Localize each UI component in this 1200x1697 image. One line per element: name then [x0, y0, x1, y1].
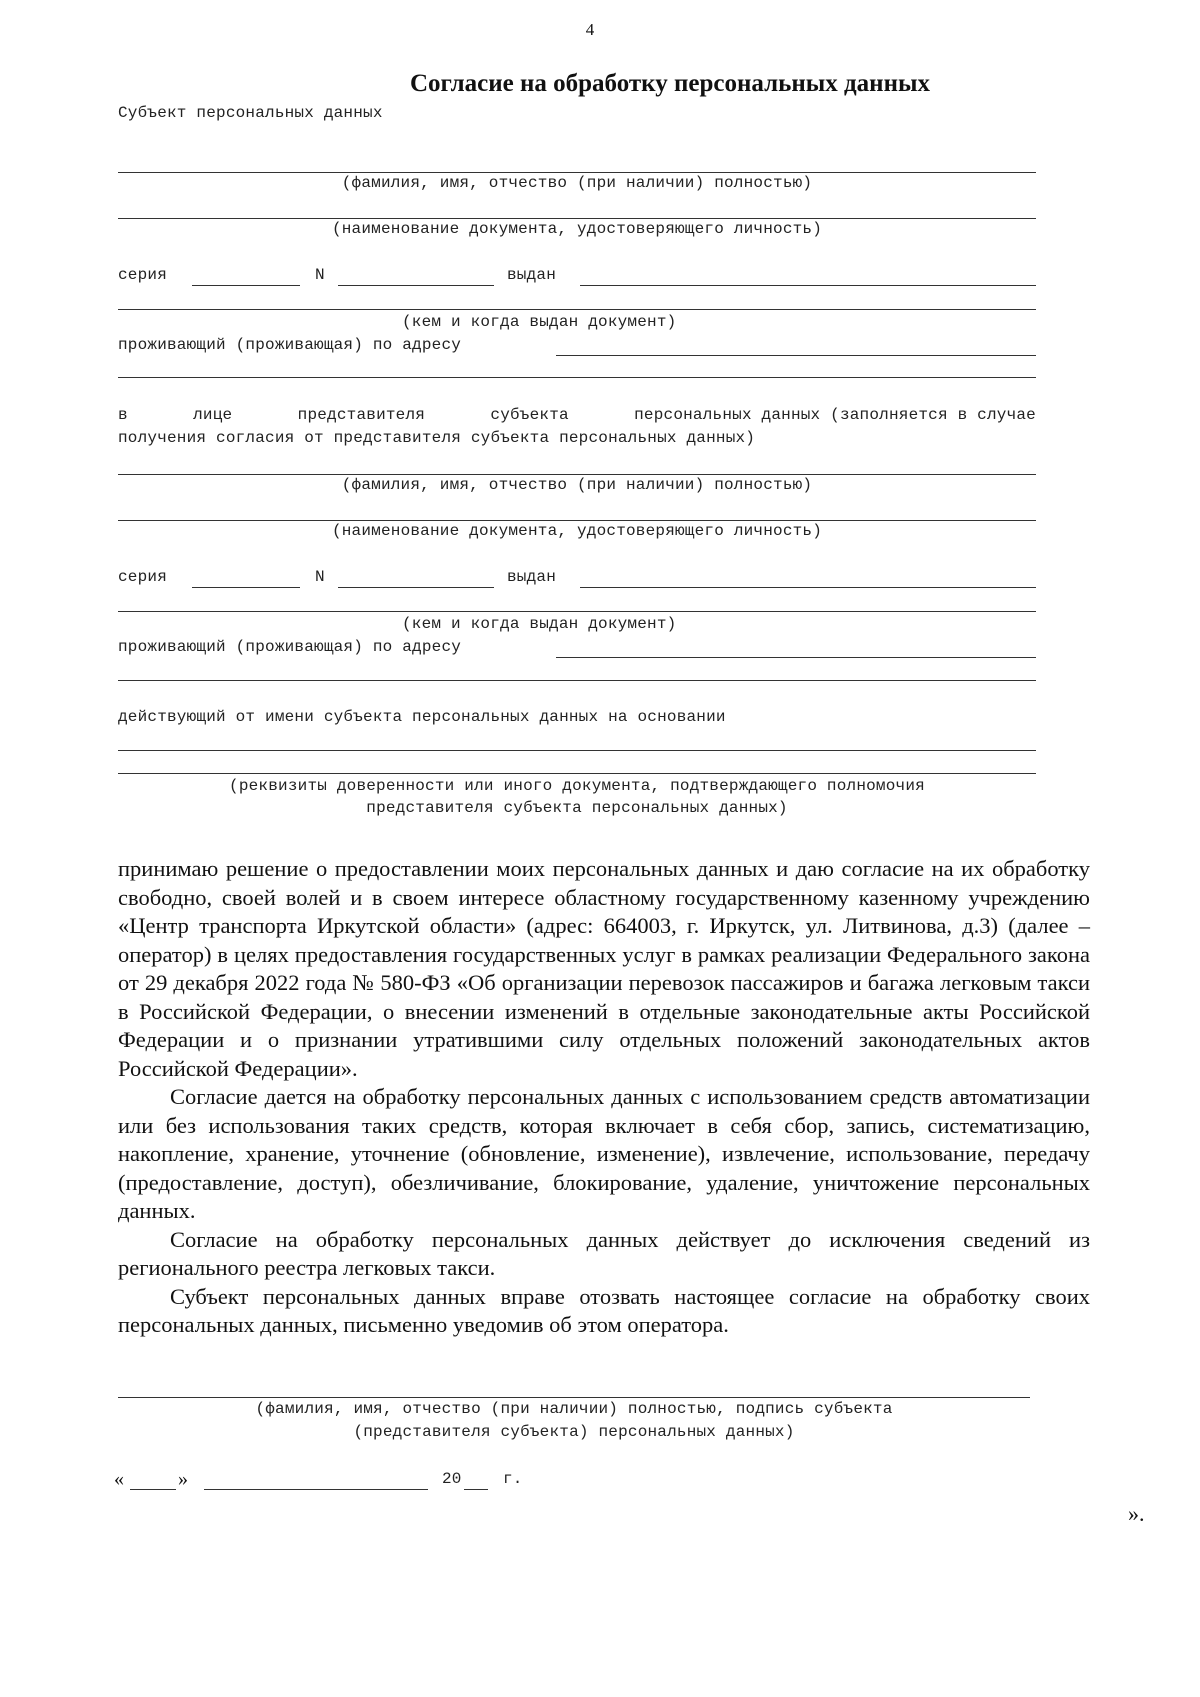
intro-word: представителя: [297, 406, 426, 424]
representative-basis-caption-2: представителя субъекта персональных данных): [366, 799, 788, 817]
representative-address-label: проживающий (проживающая) по адресу: [118, 638, 462, 656]
closing-mark: ».: [1128, 1501, 1145, 1526]
intro-word: в: [118, 406, 128, 424]
subject-series-label: серия: [118, 266, 168, 284]
subject-issued-label: выдан: [507, 266, 557, 284]
representative-intro-line1: [118, 406, 1036, 424]
representative-fio-line[interactable]: [118, 474, 1036, 475]
representative-number-label: N: [315, 568, 325, 586]
representative-basis-line-2[interactable]: [118, 773, 1036, 774]
subject-issued-field[interactable]: [580, 285, 1036, 286]
date-day-field[interactable]: [130, 1489, 176, 1490]
representative-issued-caption: (кем и когда выдан документ): [402, 615, 677, 633]
signature-caption-2: (представителя субъекта) персональных данных): [353, 1423, 795, 1441]
representative-fio-caption: (фамилия, имя, отчество (при наличии) полностью): [341, 476, 813, 494]
intro-word: лице: [193, 406, 233, 424]
representative-issued-line[interactable]: [118, 611, 1036, 612]
consent-text: [118, 855, 1090, 1340]
date-open-quote: «: [114, 1468, 124, 1490]
representative-number-field[interactable]: [338, 587, 494, 588]
subject-number-field[interactable]: [338, 285, 494, 286]
representative-basis-label: действующий от имени субъекта персональных данных на основании: [118, 708, 726, 726]
representative-doc-caption: (наименование документа, удостоверяющего личность): [331, 522, 823, 540]
consent-paragraph: принимаю решение о предоставлении моих персональных данных и даю согласие на их обработку свободно, своей волей и в своем интересе областному государственному казенному учреждению «Центр транспорта Иркутской области» (адрес: 664003, г. Иркутск, ул. Литвинова, д.3) (далее – оператор) в целях предоставления государственных услуг в рамках реализации Федерального закона от 29 декабря 2022 года № 580-ФЗ «Об организации перевозок пассажиров и багажа легковым такси в Российской Федерации, о внесении изменений в отдельные законодательные акты Российской Федерации и о признании утратившими силу отдельных положений законодательных актов Российской Федерации».: [118, 856, 1090, 1081]
subject-address-label: проживающий (проживающая) по адресу: [118, 336, 462, 354]
subject-address-line-2[interactable]: [118, 377, 1036, 378]
intro-word: субъекта: [490, 406, 569, 424]
date-year-prefix: 20: [442, 1470, 462, 1488]
representative-issued-label: выдан: [507, 568, 557, 586]
representative-basis-line-1[interactable]: [118, 750, 1036, 751]
representative-doc-line[interactable]: [118, 520, 1036, 521]
representative-series-label: серия: [118, 568, 168, 586]
consent-paragraph: Субъект персональных данных вправе отозвать настоящее согласие на обработку своих персональных данных, письменно уведомив об этом оператора.: [118, 1283, 1090, 1337]
subject-label: Субъект персональных данных: [118, 104, 383, 122]
date-month-field[interactable]: [204, 1489, 428, 1490]
consent-paragraph: Согласие дается на обработку персональных данных с использованием средств автоматизации или без использования таких средств, которая включает в себя сбор, запись, систематизацию, накопление, хранение, уточнение (обновление, изменение), извлечение, использование, передачу (предоставление, доступ), обезличивание, блокирование, удаление, уничтожение персональных данных.: [118, 1084, 1090, 1223]
signature-line[interactable]: [118, 1397, 1030, 1398]
subject-issued-line[interactable]: [118, 309, 1036, 310]
subject-fio-line[interactable]: [118, 172, 1036, 173]
subject-fio-caption: (фамилия, имя, отчество (при наличии) полностью): [341, 174, 813, 192]
representative-intro-line2: получения согласия от представителя субъекта персональных данных): [118, 429, 756, 447]
representative-series-field[interactable]: [192, 587, 300, 588]
subject-doc-line[interactable]: [118, 218, 1036, 219]
subject-issued-caption: (кем и когда выдан документ): [402, 313, 677, 331]
representative-issued-field[interactable]: [580, 587, 1036, 588]
subject-number-label: N: [315, 266, 325, 284]
subject-address-field[interactable]: [556, 355, 1036, 356]
intro-word: персональных данных (заполняется в случае: [634, 406, 1036, 424]
page-number: 4: [585, 20, 595, 39]
subject-doc-caption: (наименование документа, удостоверяющего личность): [331, 220, 823, 238]
representative-basis-caption-1: (реквизиты доверенности или иного документа, подтверждающего полномочия: [229, 777, 925, 795]
date-year-suffix: г.: [503, 1470, 523, 1488]
signature-caption-1: (фамилия, имя, отчество (при наличии) полностью, подпись субъекта: [255, 1400, 893, 1418]
subject-series-field[interactable]: [192, 285, 300, 286]
document-title: Согласие на обработку персональных данных: [409, 70, 930, 97]
consent-paragraph: Согласие на обработку персональных данных действует до исключения сведений из регионального реестра легковых такси.: [118, 1226, 1090, 1280]
date-year-field[interactable]: [464, 1489, 488, 1490]
date-close-quote: »: [178, 1468, 188, 1490]
representative-address-line-2[interactable]: [118, 680, 1036, 681]
representative-address-field[interactable]: [556, 657, 1036, 658]
